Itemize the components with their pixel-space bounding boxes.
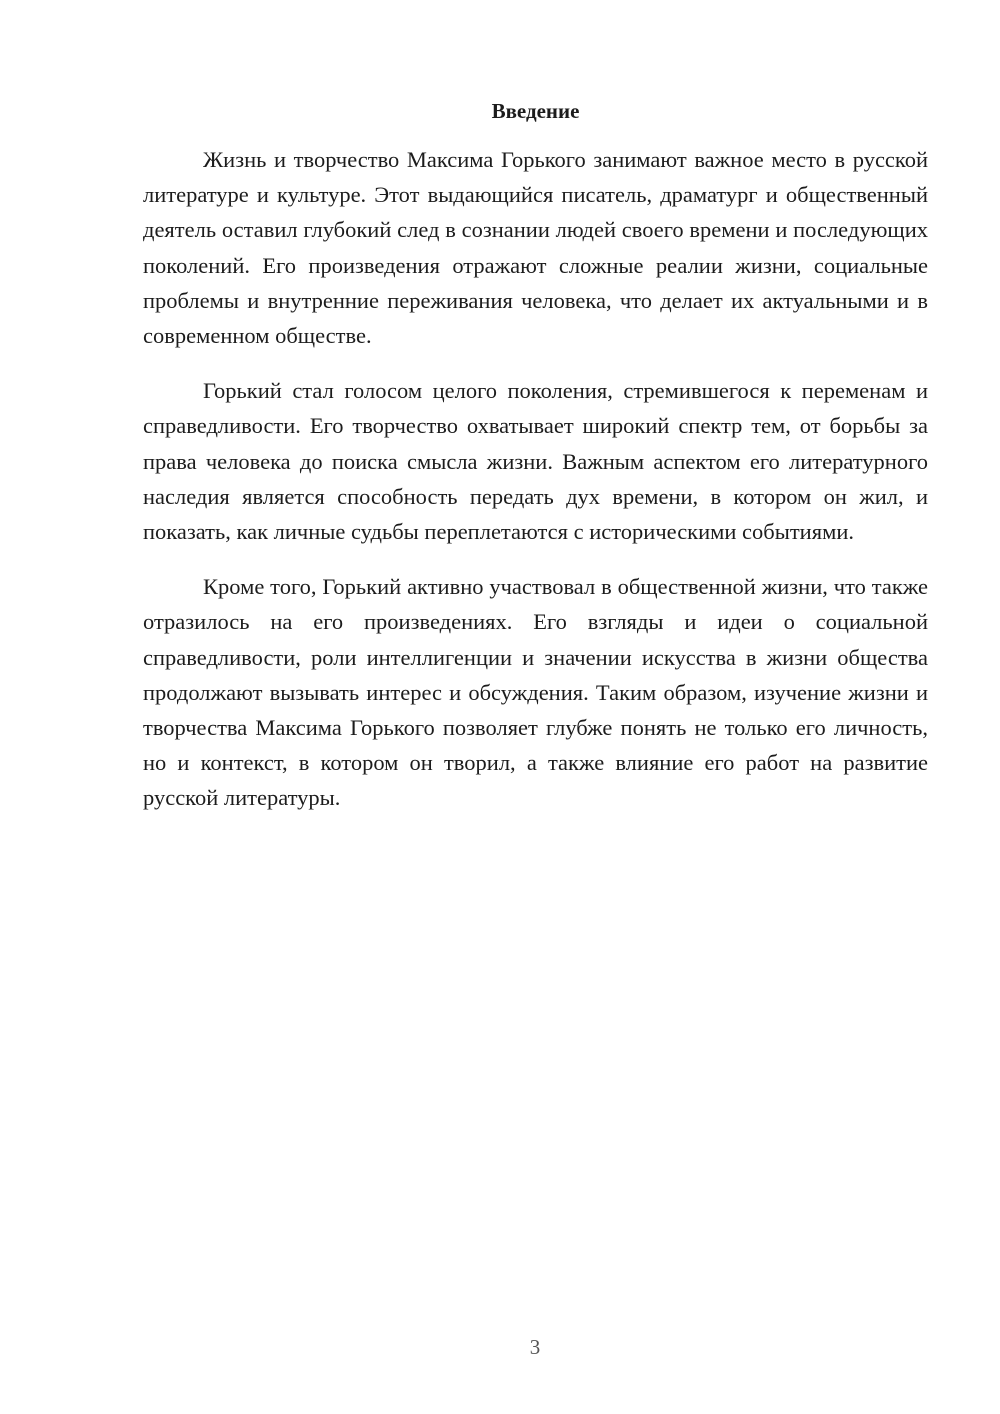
paragraph-2: Горький стал голосом целого поколения, стремившегося к переменам и справедливости. Его творчество охватывает широкий спектр тем, от борьбы за права человека до поиска смысла жизни. Важным аспектом его литературного наследия является способность передать дух времени, в котором он жил, и показать, как личные судьбы переплетаются с историческими событиями. (143, 378, 928, 545)
paragraph-1: Жизнь и творчество Максима Горького занимают важное место в русской литературе и культуре. Этот выдающийся писатель, драматург и общественный деятель оставил глубокий след в сознании людей своего времени и последующих поколений. Его произведения отражают сложные реалии жизни, социальные проблемы и внутренние переживания человека, что делает их актуальными и в современном обществе. (143, 147, 928, 349)
document-body (143, 142, 928, 836)
page-title: Введение (491, 99, 580, 123)
paragraph-3: Кроме того, Горький активно участвовал в общественной жизни, что также отразилось на его произведениях. Его взгляды и идеи о социальной справедливости, роли интеллигенции и значении искусства в жизни общества продолжают вызывать интерес и обсуждения. Таким образом, изучение жизни и творчества Максима Горького позволяет глубже понять не только его личность, но и контекст, в котором он творил, а также влияние его работ на развитие русской литературы. (143, 574, 928, 811)
page-number: 3 (529, 1335, 541, 1359)
